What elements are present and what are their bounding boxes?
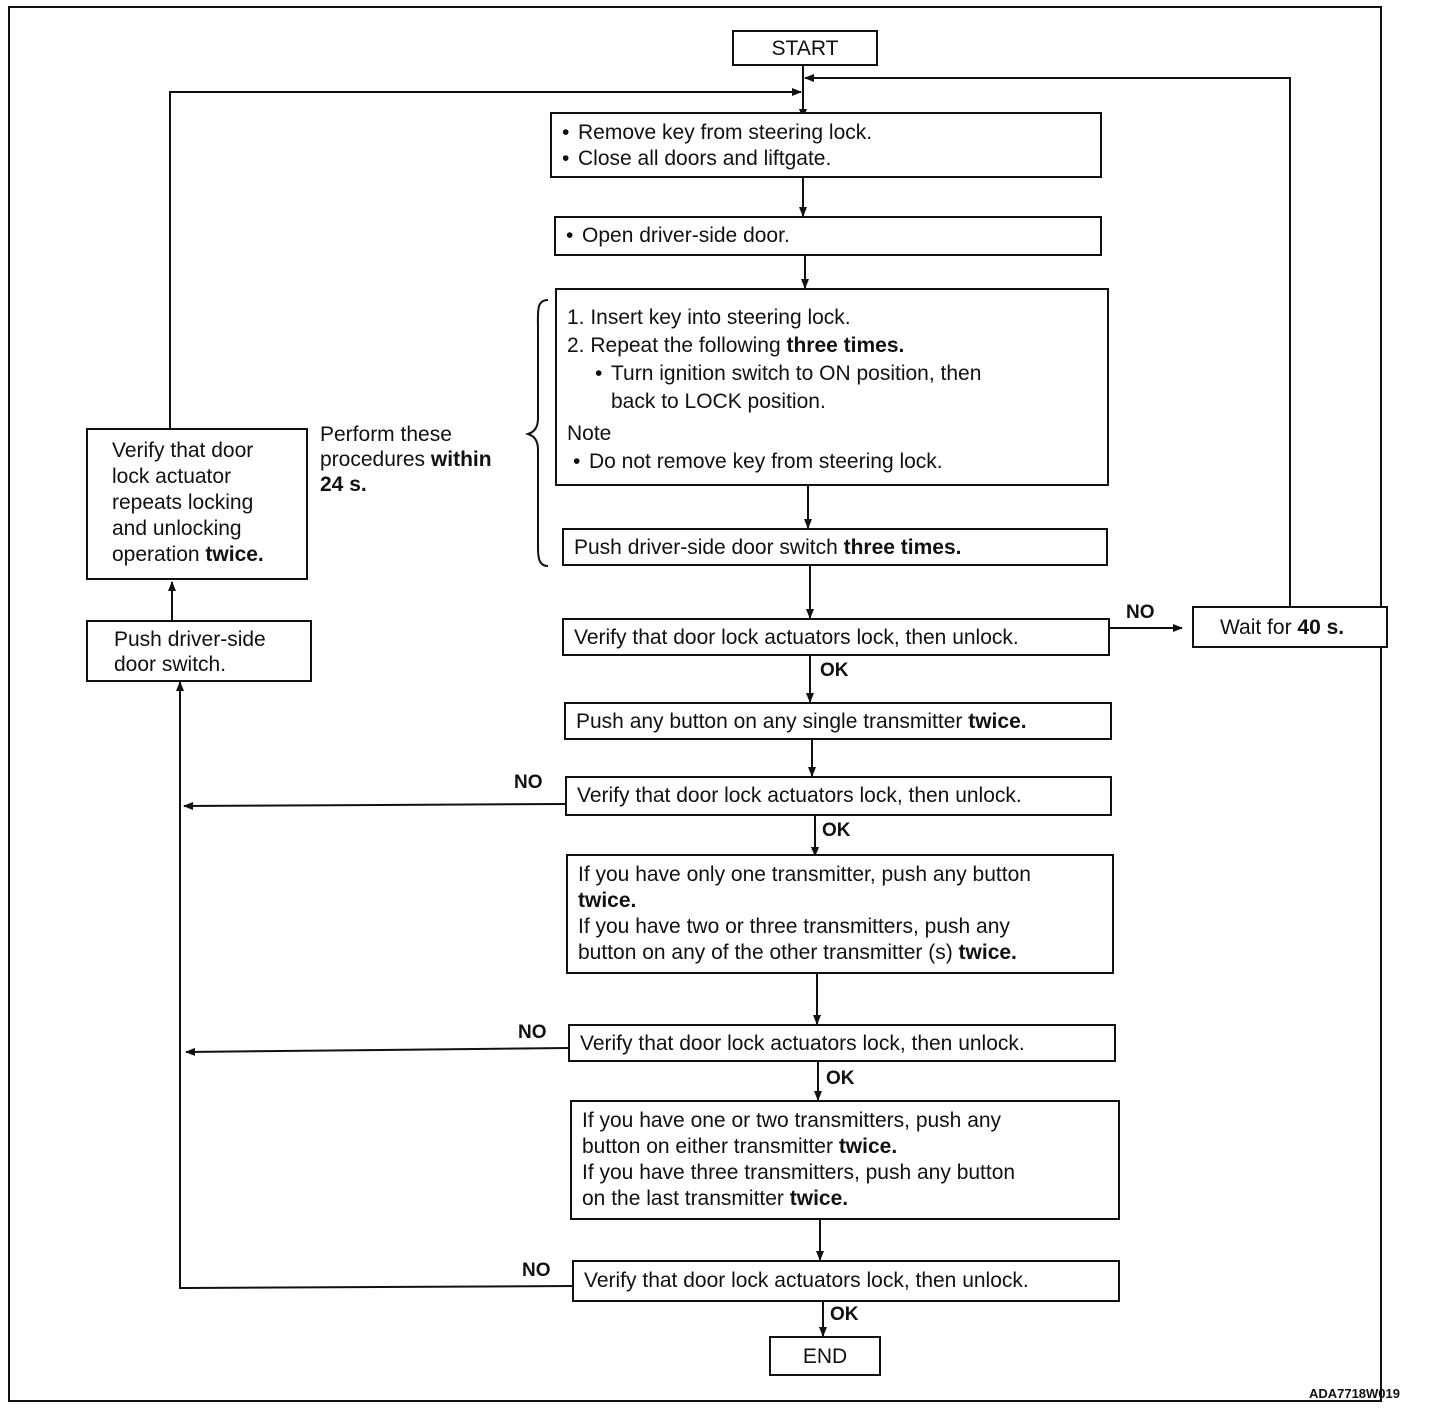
left-verify-repeat [86, 428, 308, 580]
push-any-text: Push any button on any single transmitter [576, 710, 969, 733]
second-tx-line-4-bold: twice. [958, 941, 1017, 964]
procedure-bullet-1: Turn ignition switch to ON position, then [611, 362, 982, 385]
push-any-bold: twice. [968, 710, 1027, 733]
ok-label-verify-2: OK [822, 820, 851, 841]
step-verify-3 [568, 1024, 1116, 1062]
third-tx-line-4: on the last transmitter [582, 1187, 790, 1210]
perform-note-line-3: 24 s. [320, 473, 367, 496]
step-second-transmitter [566, 854, 1114, 974]
third-tx-line-4-bold: twice. [789, 1187, 849, 1210]
push-switch-text: Push driver-side door switch [574, 536, 844, 559]
start-terminal [732, 30, 878, 66]
step-procedure [555, 288, 1109, 486]
ok-label-verify-1: OK [820, 660, 849, 681]
verify-repeat-line-2: lock actuator [112, 465, 232, 488]
no-label-verify-2: NO [514, 772, 543, 793]
third-tx-line-3: If you have three transmitters, push any button [582, 1161, 1016, 1184]
procedure-line-2-bold: three times. [786, 334, 905, 357]
verify-1-text: Verify that door lock actuators lock, then unlock. [574, 626, 1019, 649]
verify-2-text: Verify that door lock actuators lock, then unlock. [577, 784, 1022, 807]
third-tx-line-1: If you have one or two transmitters, push any [582, 1109, 1002, 1132]
end-terminal [769, 1336, 881, 1376]
step-verify-1 [562, 618, 1110, 656]
second-tx-line-2: twice. [578, 889, 637, 912]
second-tx-line-1: If you have only one transmitter, push any button [578, 863, 1031, 886]
second-tx-line-4: button on any of the other transmitter (s) [578, 941, 959, 964]
no-label-verify-1: NO [1126, 602, 1155, 623]
no-label-verify-3: NO [518, 1022, 547, 1043]
left-push-switch [86, 620, 312, 682]
second-tx-line-3: If you have two or three transmitters, push any [578, 915, 1010, 938]
verify-repeat-line-4: and unlocking [112, 517, 242, 540]
bullet-icon: • [595, 362, 603, 385]
remove-key-line: Remove key from steering lock. [578, 121, 873, 144]
bullet-icon: • [562, 121, 570, 144]
third-tx-line-2: button on either transmitter [582, 1135, 839, 1158]
verify-repeat-line-5-bold: twice. [205, 543, 264, 566]
verify-repeat-line-3: repeats locking [112, 491, 254, 514]
procedure-note-title: Note [567, 422, 612, 445]
verify-repeat-line-5: operation [112, 543, 206, 566]
ok-label-verify-4: OK [830, 1304, 859, 1325]
wait-bold: 40 s. [1297, 616, 1345, 639]
bullet-icon: • [562, 147, 570, 170]
procedure-bullet-2: back to LOCK position. [611, 390, 826, 413]
perform-note-line-2: procedures [320, 448, 431, 471]
step-push-any [564, 702, 1112, 740]
perform-note-line-2-bold: within [430, 448, 492, 471]
left-push-line-1: Push driver-side [114, 628, 266, 651]
step-wait [1192, 606, 1388, 648]
step-verify-2 [565, 776, 1112, 816]
left-push-line-2: door switch. [114, 653, 227, 676]
step-push-switch [562, 528, 1108, 566]
third-tx-line-2-bold: twice. [838, 1135, 898, 1158]
verify-4-text: Verify that door lock actuators lock, then unlock. [584, 1269, 1029, 1292]
push-switch-bold: three times. [843, 536, 962, 559]
perform-note-line-1: Perform these [320, 423, 452, 446]
bullet-icon: • [573, 450, 581, 473]
procedure-line-1: 1. Insert key into steering lock. [567, 306, 851, 329]
figure-code: ADA7718W019 [1308, 1386, 1400, 1401]
no-label-verify-4: NO [522, 1260, 551, 1281]
step-verify-4 [572, 1260, 1120, 1302]
wait-text: Wait for [1220, 616, 1298, 639]
verify-3-text: Verify that door lock actuators lock, then unlock. [580, 1032, 1025, 1055]
procedure-line-2: 2. Repeat the following [567, 334, 787, 357]
verify-repeat-line-1: Verify that door [112, 439, 254, 462]
ok-label-verify-3: OK [826, 1068, 855, 1089]
close-doors-line: Close all doors and liftgate. [578, 147, 832, 170]
procedure-note-text: Do not remove key from steering lock. [589, 450, 943, 473]
step-open-door [554, 216, 1102, 256]
step-third-transmitter [570, 1100, 1120, 1220]
perform-note [320, 422, 492, 497]
open-door-text: Open driver-side door. [582, 224, 790, 247]
step-remove-key [550, 112, 1102, 178]
end-label: END [802, 1345, 848, 1368]
start-label: START [771, 37, 839, 60]
bullet-icon: • [566, 224, 574, 247]
